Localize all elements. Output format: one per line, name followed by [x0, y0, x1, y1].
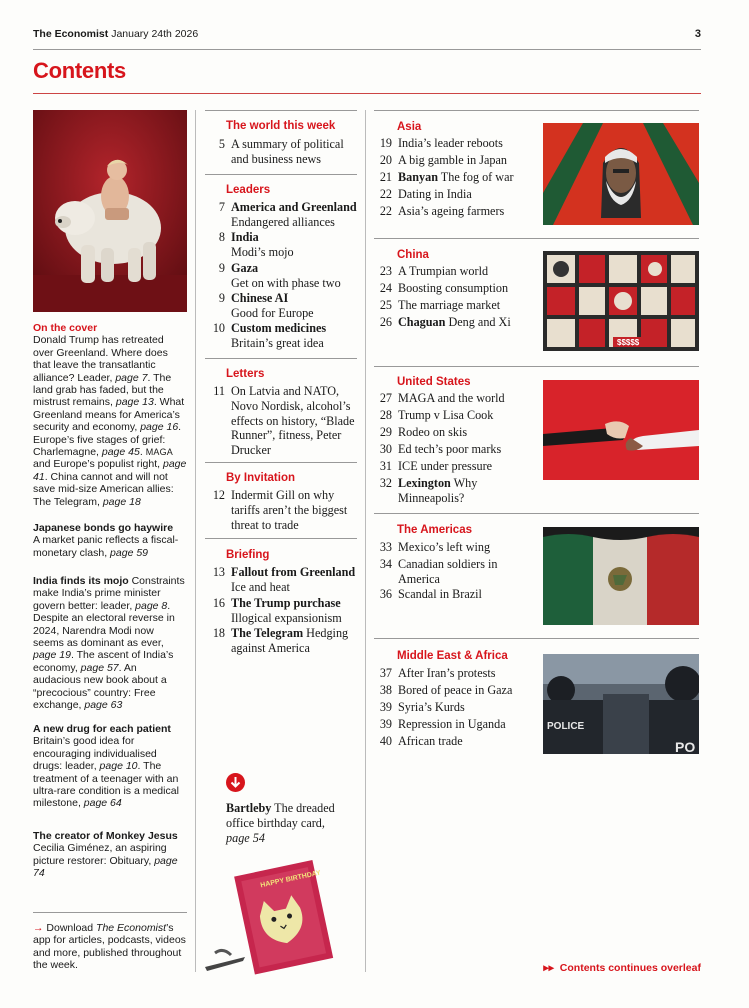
story-monkey-jesus[interactable]: [33, 830, 187, 880]
toc-entry[interactable]: 36 Scandal in Brazil: [379, 587, 482, 601]
dollar-text: $$$$$: [617, 338, 640, 347]
middle-east-image[interactable]: [543, 654, 699, 754]
cover-heading: On the cover: [33, 322, 98, 334]
toc-entry[interactable]: 40 African trade: [379, 734, 463, 748]
toc-entry[interactable]: 32 Lexington Why Minneapolis?: [379, 476, 478, 505]
section-title-briefing: Briefing: [226, 549, 270, 561]
story-heading: The creator of Monkey Jesus: [33, 830, 178, 842]
section-rule: [374, 638, 699, 639]
toc-entry[interactable]: 22 Asia’s ageing farmers: [379, 204, 505, 218]
section-title-leaders: Leaders: [226, 184, 271, 196]
story-text: India finds its mojo Constraints make India’s prime minister govern better: leader, page 8. Despite an electoral reverse in 2024, Narendra Modi now seems as dominant as ever, page 19. The ascent of India’s economy, page 57. An audacious new book about a “precocious” country: Free exchange, page 63: [33, 575, 185, 712]
section-title-the-americas: The Americas: [397, 524, 472, 536]
police-label-2: PO: [675, 739, 696, 754]
toc-entry[interactable]: 34 Canadian soldiers in America: [379, 557, 498, 586]
toc-entry[interactable]: 39 Repression in Uganda: [379, 717, 506, 731]
toc-entry[interactable]: 9 Chinese AI Good for Europe: [218, 291, 314, 320]
toc-entry[interactable]: 38 Bored of peace in Gaza: [379, 683, 513, 697]
americas-image[interactable]: [543, 527, 699, 625]
arrow-right-icon: →: [33, 922, 44, 934]
story-heading: Japanese bonds go haywire: [33, 522, 174, 534]
toc-entry[interactable]: 39 Syria’s Kurds: [379, 700, 465, 714]
section-title-world-this-week: The world this week: [226, 120, 336, 132]
title-rule: [33, 93, 701, 94]
bartleby-entry[interactable]: Bartleby The dreaded office birthday card, page 54: [226, 801, 335, 845]
page-title: Contents: [33, 58, 126, 83]
contents-continues-link[interactable]: ▸▸ Contents continues overleaf: [543, 962, 701, 974]
toc-entry[interactable]: 13 Fallout from Greenland Ice and heat: [212, 565, 356, 594]
toc-entry[interactable]: 27 MAGA and the world: [379, 391, 505, 405]
toc-entry[interactable]: 5 A summary of political and business news: [218, 137, 344, 166]
toc-entry[interactable]: 10 Custom medicines Britain’s great idea: [212, 321, 327, 350]
toc-entry[interactable]: 23 A Trumpian world: [379, 264, 489, 278]
toc-entry[interactable]: 29 Rodeo on skis: [379, 425, 468, 439]
section-title-china: China: [397, 249, 429, 261]
cover-text: Donald Trump has retreated over Greenland. Where does that leave the transatlantic alliance? Leader, page 7. The land grab has faded, but the mistrust remains, page 13. What Greenland means for America’s security and economy, page 16. Europe’s five stages of grief: Charlemagne, page 45. MAGA and Europe’s populist right, page 41. China cannot and will not save mid-size American allies: The Telegram, page 18: [33, 334, 187, 508]
section-title-asia: Asia: [397, 121, 422, 133]
story-japanese-bonds[interactable]: [33, 522, 187, 559]
arrow-down-icon: [226, 773, 245, 792]
section-rule: [205, 462, 357, 463]
section-rule: [374, 366, 699, 367]
toc-entry[interactable]: 21 Banyan The fog of war: [379, 170, 514, 184]
cover-blurb: [33, 322, 187, 508]
story-text: Cecilia Giménez, an aspiring picture restorer: Obituary, page 74: [33, 842, 178, 880]
police-label: POLICE: [547, 721, 585, 732]
page-number: 3: [694, 28, 701, 40]
section-rule: [205, 538, 357, 539]
toc-entry[interactable]: 11 On Latvia and NATO, Novo Nordisk, alcohol’s effects on history, “Blade Runner”, fitness, Peter Drucker: [213, 384, 355, 458]
section-title-letters: Letters: [226, 368, 265, 380]
story-new-drug[interactable]: [33, 723, 187, 810]
column-rule-right: [365, 110, 366, 972]
china-image[interactable]: [543, 251, 699, 351]
toc-entry[interactable]: 20 A big gamble in Japan: [379, 153, 507, 167]
section-rule: [374, 110, 699, 111]
double-arrow-icon: ▸▸: [543, 962, 554, 974]
download-promo[interactable]: → Download The Economist’s app for articles, podcasts, videos and more, published throughout the week.: [33, 922, 186, 972]
story-text: Britain’s good idea for encouraging individualised drugs: leader, page 10. The treatment of a teenager with an ultra-rare condition is a medical milestone, page 64: [33, 735, 179, 810]
toc-entry[interactable]: 25 The marriage market: [379, 298, 501, 312]
column-rule-left: [195, 110, 196, 972]
toc-entry[interactable]: 18 The Telegram Hedging against America: [212, 626, 349, 655]
section-rule: [205, 358, 357, 359]
toc-entry[interactable]: 24 Boosting consumption: [379, 281, 509, 295]
story-text: A market panic reflects a fiscal-monetary clash, page 59: [33, 534, 179, 559]
section-title-middle-east-africa: Middle East & Africa: [397, 650, 508, 662]
section-rule: [205, 110, 357, 111]
toc-entry[interactable]: 33 Mexico’s left wing: [379, 540, 491, 554]
cover-image[interactable]: [33, 110, 187, 312]
card-text: HAPPY BIRTHDAY: [259, 869, 322, 890]
toc-entry[interactable]: 31 ICE under pressure: [379, 459, 493, 473]
toc-entry[interactable]: 9 Gaza Get on with phase two: [218, 261, 341, 290]
birthday-card-illustration: [205, 855, 335, 975]
toc-entry[interactable]: 28 Trump v Lisa Cook: [379, 408, 494, 422]
asia-image[interactable]: [543, 123, 699, 225]
story-india-mojo[interactable]: [33, 575, 187, 711]
story-heading: A new drug for each patient: [33, 723, 171, 735]
toc-entry[interactable]: 16 The Trump purchase Illogical expansionism: [212, 596, 342, 625]
toc-entry[interactable]: 22 Dating in India: [379, 187, 472, 201]
section-title-by-invitation: By Invitation: [226, 472, 296, 484]
section-rule: [205, 174, 357, 175]
masthead: The Economist January 24th 2026: [33, 28, 199, 40]
section-title-united-states: United States: [397, 376, 471, 388]
toc-entry[interactable]: 12 Indermit Gill on why tariffs aren’t the biggest threat to trade: [212, 488, 348, 532]
toc-entry[interactable]: 37 After Iran’s protests: [379, 666, 496, 680]
toc-entry[interactable]: 26 Chaguan Deng and Xi: [379, 315, 511, 329]
section-rule: [374, 513, 699, 514]
toc-entry[interactable]: 8 India Modi’s mojo: [218, 230, 294, 259]
header-rule: [33, 49, 701, 50]
united-states-image[interactable]: [543, 380, 699, 480]
toc-entry[interactable]: 30 Ed tech’s poor marks: [379, 442, 502, 456]
left-divider: [33, 912, 187, 913]
section-rule: [374, 238, 699, 239]
toc-entry[interactable]: 19 India’s leader reboots: [379, 136, 503, 150]
toc-entry[interactable]: 7 America and Greenland Endangered alliances: [218, 200, 357, 229]
